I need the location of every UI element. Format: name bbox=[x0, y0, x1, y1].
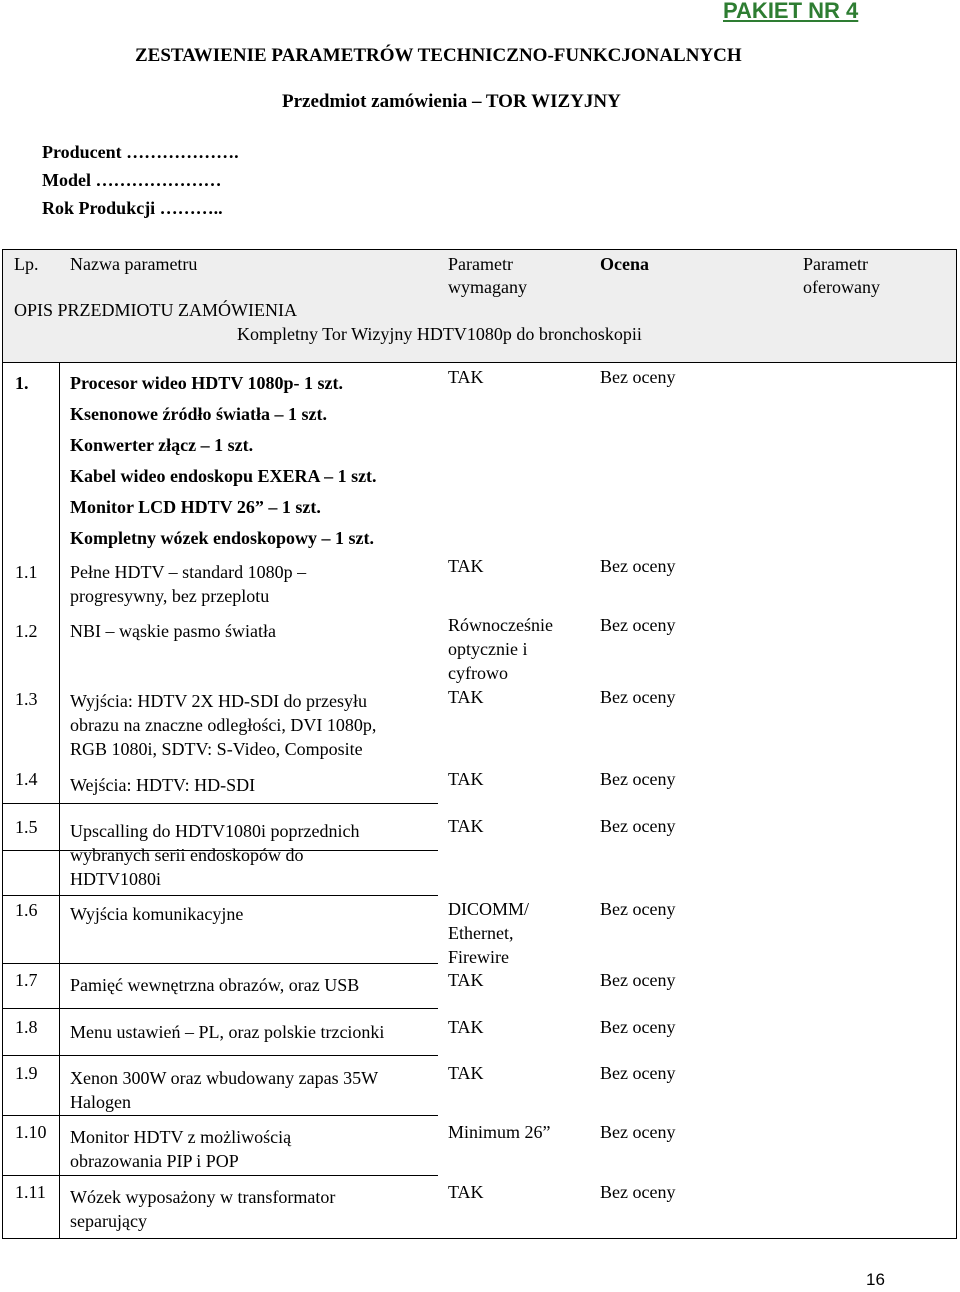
row-parameter: Wyjścia komunikacyjne bbox=[70, 904, 244, 924]
row-number: 1.4 bbox=[15, 769, 38, 789]
row-number: 1.8 bbox=[15, 1017, 38, 1037]
row-number: 1.9 bbox=[15, 1063, 38, 1083]
row-parameter: NBI – wąskie pasmo światła bbox=[70, 621, 276, 641]
row-number: 1.2 bbox=[15, 621, 38, 641]
parameters-table bbox=[2, 363, 957, 1239]
year-field: Rok Produkcji ……….. bbox=[42, 198, 223, 218]
row-parameter: Wózek wyposażony w transformator separujący bbox=[70, 1187, 336, 1231]
row-number: 1.10 bbox=[15, 1122, 47, 1142]
row-required: TAK bbox=[448, 769, 484, 789]
row-required: Minimum 26” bbox=[448, 1122, 551, 1142]
row-rating: Bez oceny bbox=[600, 1063, 676, 1083]
row-rating: Bez oceny bbox=[600, 615, 676, 635]
row-number: 1.1 bbox=[15, 562, 38, 582]
subsection-title: Kompletny Tor Wizyjny HDTV1080p do bronchoskopii bbox=[237, 324, 642, 344]
row-number: 1.7 bbox=[15, 970, 38, 990]
row-rating: Bez oceny bbox=[600, 1182, 676, 1202]
row-rating: Bez oceny bbox=[600, 367, 676, 387]
col-offered: Parametr bbox=[803, 254, 868, 274]
row-number: 1.5 bbox=[15, 817, 38, 837]
row-required: TAK bbox=[448, 1063, 484, 1083]
row-parameter: Pamięć wewnętrzna obrazów, oraz USB bbox=[70, 975, 360, 995]
row-rating: Bez oceny bbox=[600, 1122, 676, 1142]
row-number: 1.3 bbox=[15, 689, 38, 709]
row-parameter: Menu ustawień – PL, oraz polskie trzcionki bbox=[70, 1022, 385, 1042]
row-parameter: Wejścia: HDTV: HD-SDI bbox=[70, 775, 256, 795]
row-rating: Bez oceny bbox=[600, 1017, 676, 1037]
row-parameter: Pełne HDTV – standard 1080p – progresywny, bez przeplotu bbox=[70, 562, 307, 606]
row-number: 1. bbox=[15, 373, 29, 393]
row-parameter: Upscalling do HDTV1080i poprzednich wybranych serii endoskopów do HDTV1080i bbox=[70, 821, 360, 889]
row-number: 1.6 bbox=[15, 900, 38, 920]
producer-field: Producent ………………. bbox=[42, 142, 239, 162]
col-required: Parametr bbox=[448, 254, 513, 274]
row-number: 1.11 bbox=[15, 1182, 46, 1202]
row-required: TAK bbox=[448, 1182, 484, 1202]
col-rating: Ocena bbox=[600, 254, 649, 274]
table-header bbox=[2, 249, 957, 363]
row-required: TAK bbox=[448, 556, 484, 576]
row-parameter: Procesor wideo HDTV 1080p- 1 szt. Ksenonowe źródło światła – 1 szt. Konwerter złącz – 1 szt. Kabel wideo endoskopu EXERA – 1 szt. Monitor LCD HDTV 26” – 1 szt. Kompletny wózek endoskopowy – 1 szt. bbox=[70, 373, 377, 548]
col-offered-2: oferowany bbox=[803, 277, 880, 297]
document-title: ZESTAWIENIE PARAMETRÓW TECHNICZNO-FUNKCJONALNYCH bbox=[135, 45, 742, 66]
col-lp: Lp. bbox=[14, 254, 39, 274]
row-required: TAK bbox=[448, 687, 484, 707]
package-label: PAKIET NR 4 bbox=[723, 0, 859, 23]
page-number: 16 bbox=[866, 1270, 885, 1289]
model-field: Model ………………… bbox=[42, 170, 222, 190]
row-rating: Bez oceny bbox=[600, 556, 676, 576]
row-rating: Bez oceny bbox=[600, 970, 676, 990]
row-required: TAK bbox=[448, 816, 484, 836]
row-rating: Bez oceny bbox=[600, 899, 676, 919]
row-parameter: Monitor HDTV z możliwością obrazowania PIP i POP bbox=[70, 1127, 292, 1171]
row-parameter: Wyjścia: HDTV 2X HD-SDI do przesyłu obrazu na znaczne odległości, DVI 1080p, RGB 1080i, SDTV: S-Video, Composite bbox=[70, 691, 377, 759]
row-required: TAK bbox=[448, 1017, 484, 1037]
row-required: Równocześnie optycznie i cyfrowo bbox=[448, 615, 553, 683]
row-rating: Bez oceny bbox=[600, 687, 676, 707]
row-parameter: Xenon 300W oraz wbudowany zapas 35W Halogen bbox=[70, 1068, 379, 1112]
section-title: OPIS PRZEDMIOTU ZAMÓWIENIA bbox=[14, 300, 297, 320]
col-name: Nazwa parametru bbox=[70, 254, 198, 274]
row-rating: Bez oceny bbox=[600, 816, 676, 836]
row-required: TAK bbox=[448, 970, 484, 990]
order-subject: Przedmiot zamówienia – TOR WIZYJNY bbox=[282, 91, 621, 112]
row-rating: Bez oceny bbox=[600, 769, 676, 789]
row-required: TAK bbox=[448, 367, 484, 387]
col-required-2: wymagany bbox=[448, 277, 527, 297]
row-required: DICOMM/ Ethernet, Firewire bbox=[448, 899, 530, 967]
